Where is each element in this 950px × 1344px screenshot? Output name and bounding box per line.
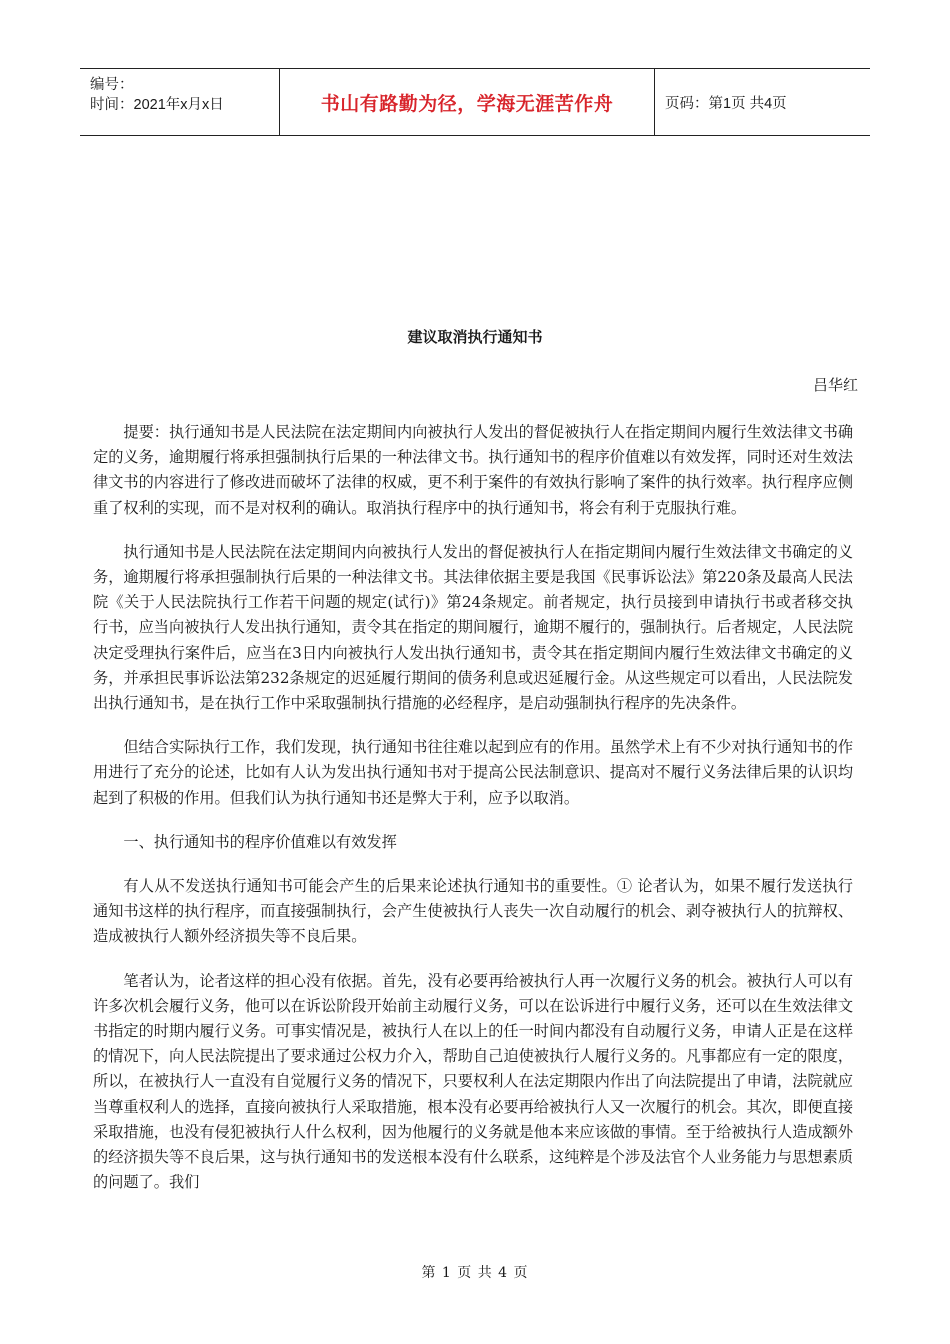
page-footer: 第 1 页 共 4 页 [421,1265,529,1281]
header-motto-cell [280,69,655,135]
document-author: 吕华红 [812,376,858,394]
document-header [80,68,870,136]
motto-text: 书山有路勤为径，学海无涯苦作舟 [320,92,614,115]
number-label: 编号： [90,77,134,93]
header-meta-cell [80,69,280,135]
body-paragraph: 有人从不发送执行通知书可能会产生的后果来论述执行通知书的重要性。① 论者认为，如果不履行发送执行通知书这样的执行程序，而直接强制执行，会产生使被执行人丧失一次自动履行的机会、剥夺被执行人的抗辩权、造成被执行人额外经济损失等不良后果。 [93,877,853,946]
abstract-paragraph: 提要：执行通知书是人民法院在法定期间内向被执行人发出的督促被执行人在指定期间内履行生效法律文书确定的义务，逾期履行将承担强制执行后果的一种法律文书。执行通知书的程序价值难以有效发挥，同时还对生效法律文书的内容进行了修改进而破坏了法律的权威，更不利于案件的有效执行影响了案件的执行效率。执行程序应侧重了权利的实现，而不是对权利的确认。取消执行程序中的执行通知书，将会有利于克服执行难。 [93,423,853,517]
document-title: 建议取消执行通知书 [407,328,543,346]
body-paragraph: 但结合实际执行工作，我们发现，执行通知书往往难以起到应有的作用。虽然学术上有不少对执行通知书的作用进行了充分的论述，比如有人认为发出执行通知书对于提高公民法制意识、提高对不履行义务法律后果的认识均起到了积极的作用。但我们认为执行通知书还是弊大于利，应予以取消。 [93,738,853,807]
section-heading: 一、执行通知书的程序价值难以有效发挥 [123,832,397,851]
body-paragraph: 执行通知书是人民法院在法定期间内向被执行人发出的督促被执行人在指定期间内履行生效法律文书确定的义务，逾期履行将承担强制执行后果的一种法律文书。其法律依据主要是我国《民事诉讼法》第220条及最高人民法院《关于人民法院执行工作若干问题的规定(试行)》第24条规定。前者规定，执行员接到申请执行书或者移交执行书，应当向被执行人发出执行通知，责令其在指定的期间履行，逾期不履行的，强制执行。后者规定，人民法院决定受理执行案件后，应当在3日内向被执行人发出执行通知书，责令其在指定期间内履行生效法律文书确定的义务，并承担民事诉讼法第232条规定的迟延履行期间的债务利息或迟延履行金。从这些规定可以看出，人民法院发出执行通知书，是在执行工作中采取强制执行措施的必经程序，是启动强制执行程序的先决条件。 [93,542,853,713]
header-page-cell [655,69,870,135]
document-body [93,420,853,1214]
time-label: 时间：2021年x月x日 [90,97,224,113]
page-label: 页码：第1页 共4页 [665,95,787,112]
body-paragraph: 笔者认为，论者这样的担心没有依据。首先，没有必要再给被执行人再一次履行义务的机会。被执行人可以有许多次机会履行义务，他可以在诉讼阶段开始前主动履行义务，可以在讼诉进行中履行义务，还可以在生效法律文书指定的时期内履行义务。可事实情况是，被执行人在以上的任一时间内都没有自动履行义务，申请人正是在这样的情况下，向人民法院提出了要求通过公权力介入，帮助自己迫使被执行人履行义务的。凡事都应有一定的限度，所以，在被执行人一直没有自觉履行义务的情况下，只要权利人在法定期限内作出了向法院提出了申请，法院就应当尊重权利人的选择，直接向被执行人采取措施，根本没有必要再给被执行人又一次履行的机会。其次，即便直接采取措施，也没有侵犯被执行人什么权利，因为他履行的义务就是他本来应该做的事情。至于给被执行人造成额外的经济损失等不良后果，这与执行通知书的发送根本没有什么联系，这纯粹是个涉及法官个人业务能力与思想素质的问题了。我们 [93,971,853,1192]
